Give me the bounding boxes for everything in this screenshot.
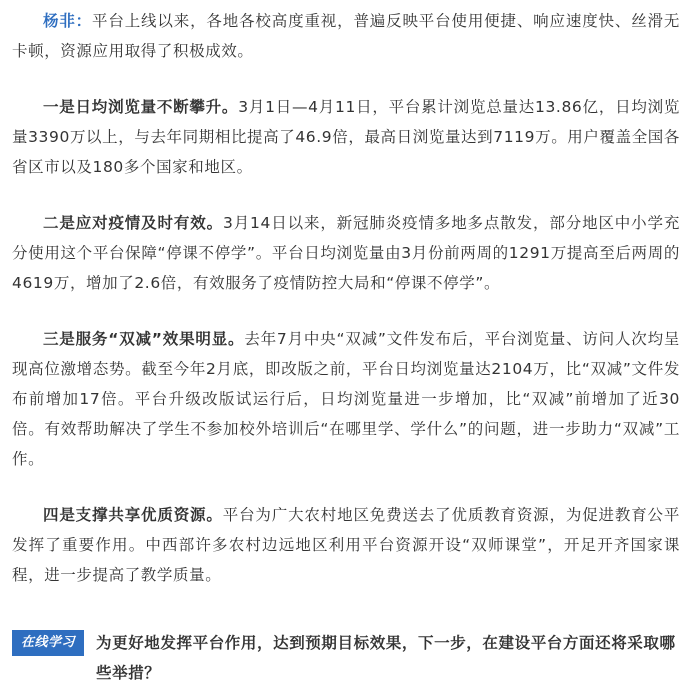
question-text: 为更好地发挥平台作用，达到预期目标效果，下一步，在建设平台方面还将采取哪些举措？ <box>96 634 676 682</box>
online-learning-tag: 在线学习 <box>12 630 84 656</box>
paragraph-lead: 三是服务“双减”效果明显。 <box>43 330 245 348</box>
speaker-name: 杨非： <box>43 12 93 30</box>
paragraph-intro <box>12 6 680 66</box>
paragraph-text: 去年7月中央“双减”文件发布后，平台浏览量、访问人次均呈现高位激增态势。截至今年2月底，即改版之前，平台日均浏览量达2104万，比“双减”文件发布前增加17倍。平台升级改版试运行后，日均浏览量进一步增加，比“双减”前增加了近30倍。有效帮助解决了学生不参加校外培训后“在哪里学、学什么”的问题，进一步助力“双减”工作。 <box>12 330 680 468</box>
paragraph-lead: 四是支撑共享优质资源。 <box>43 506 223 524</box>
paragraph-point-1 <box>12 92 680 182</box>
paragraph-text: 3月14日以来，新冠肺炎疫情多地多点散发，部分地区中小学充分使用这个平台保障“停课不停学”。平台日均浏览量由3月份前两周的1291万提高至后两周的4619万，增加了2.6倍，有效服务了疫情防控大局和“停课不停学”。 <box>12 214 680 292</box>
paragraph-text: 平台上线以来，各地各校高度重视，普遍反映平台使用便捷、响应速度快、丝滑无卡顿，资源应用取得了积极成效。 <box>12 12 680 60</box>
paragraph-point-2 <box>12 208 680 298</box>
paragraph-point-4 <box>12 500 680 590</box>
paragraph-lead: 一是日均浏览量不断攀升。 <box>43 98 239 116</box>
paragraph-lead: 二是应对疫情及时有效。 <box>43 214 223 232</box>
question-block <box>12 628 680 688</box>
paragraph-text: 3月1日—4月11日，平台累计浏览总量达13.86亿，日均浏览量3390万以上，与去年同期相比提高了46.9倍，最高日浏览量达到7119万。用户覆盖全国各省区市以及180多个国家和地区。 <box>12 98 681 176</box>
paragraph-point-3 <box>12 324 680 474</box>
paragraph-text: 平台为广大农村地区免费送去了优质教育资源，为促进教育公平发挥了重要作用。中西部许多农村边远地区利用平台资源开设“双师课堂”，开足开齐国家课程，进一步提高了教学质量。 <box>12 506 680 584</box>
